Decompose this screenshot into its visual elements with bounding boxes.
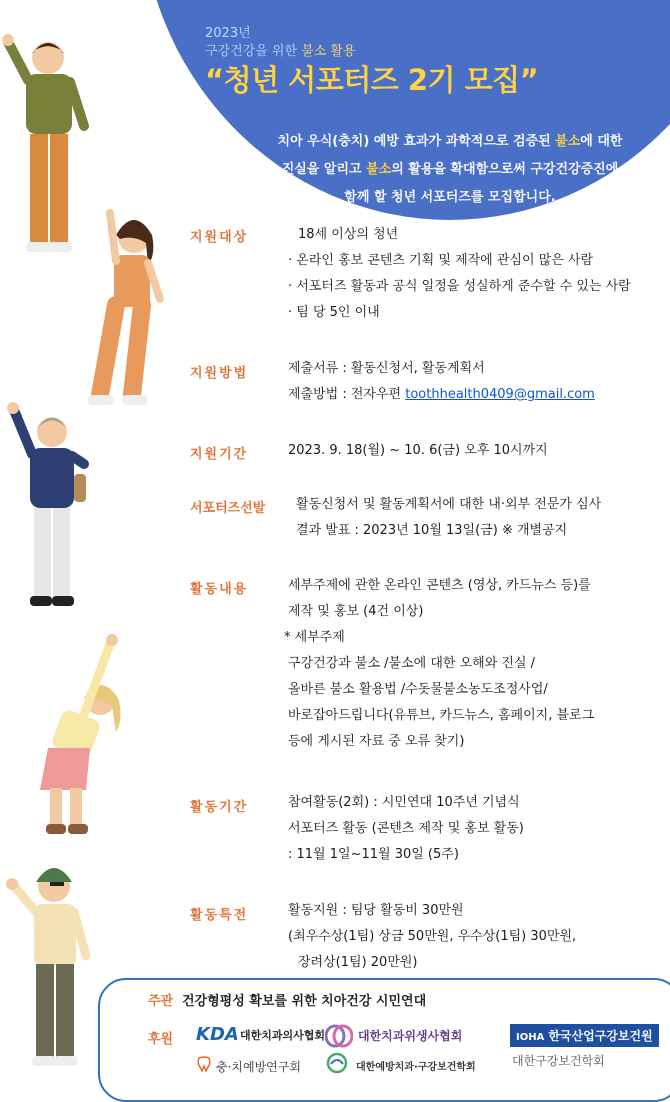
method-content bbox=[288, 356, 595, 408]
activity-line-3: * 세부주제 bbox=[284, 630, 345, 645]
intro-line-1a: 치아 우식(충치) 예방 효과가 과학적으로 검증된 bbox=[277, 134, 556, 149]
tooth-icon bbox=[196, 1056, 212, 1072]
benefits-line-1: 활동지원 : 팀당 활동비 30만원 bbox=[288, 903, 464, 918]
kdha-name: 대한치과위생사협회 bbox=[358, 1029, 463, 1043]
page-title: “청년 서포터즈 2기 모집” bbox=[205, 63, 539, 97]
kapdoh-name: 대한예방치과·구강보건학회 bbox=[356, 1062, 476, 1073]
activity-content bbox=[284, 573, 595, 755]
target-line-4: · 팀 당 5인 이내 bbox=[288, 305, 380, 320]
kapdoh-logo-icon bbox=[324, 1052, 350, 1074]
benefits-content bbox=[288, 898, 576, 976]
host-label: 주관 bbox=[148, 994, 174, 1009]
kdha-logo-icon bbox=[325, 1024, 353, 1048]
kda-name: 대한치과의사협회 bbox=[240, 1029, 326, 1042]
target-label: 지원대상 bbox=[190, 230, 249, 245]
intro-line-2 bbox=[240, 156, 660, 184]
intro-highlight-1: 불소 bbox=[555, 134, 581, 149]
selection-line-2: 결과 발표 : 2023년 10월 13일(금) ※ 개별공지 bbox=[296, 523, 568, 538]
method-submit bbox=[288, 382, 595, 408]
activity-line-5: 올바른 불소 활용법 /수돗물불소농도조정사업/ bbox=[288, 682, 548, 697]
host-organization: 건강형평성 확보를 위한 치아건강 시민연대 bbox=[182, 994, 427, 1009]
target-content bbox=[288, 222, 631, 326]
activity-line-7: 등에 게시된 자료 중 오류 찾기) bbox=[288, 734, 465, 749]
activity-label: 활동내용 bbox=[190, 582, 249, 597]
period-content: 2023. 9. 18(월) ~ 10. 6(금) 오후 10시까지 bbox=[288, 443, 548, 458]
activity-period-line-2: 서포터즈 활동 (콘텐츠 제작 및 홍보 활동) bbox=[288, 821, 524, 836]
header-subtitle-highlight: 불소 활용 bbox=[301, 44, 356, 59]
intro-highlight-2: 불소 bbox=[366, 162, 392, 177]
method-docs: 제출서류 : 활동신청서, 활동계획서 bbox=[288, 361, 485, 376]
activity-period-content bbox=[288, 790, 524, 868]
selection-line-1: 활동신청서 및 활동계획서에 대한 내·외부 전문가 심사 bbox=[296, 497, 602, 512]
kda-logo: KDA bbox=[196, 1024, 239, 1045]
target-line-2: · 온라인 홍보 콘텐츠 기획 및 제작에 관심이 많은 사람 bbox=[288, 253, 594, 268]
method-submit-prefix: 제출방법 : 전자우편 bbox=[288, 387, 406, 402]
khidi-name: 한국산업구강보건원 bbox=[548, 1029, 653, 1043]
target-line-1: 18세 이상의 청년 bbox=[298, 227, 399, 242]
header-year: 2023년 bbox=[205, 26, 251, 41]
grey-haired-man-illustration bbox=[0, 400, 100, 610]
activity-line-2: 제작 및 홍보 (4건 이상) bbox=[288, 604, 424, 619]
activity-period-line-3: : 11월 1일~11월 30일 (5주) bbox=[288, 847, 459, 862]
kaohh-name: 대한구강보건학회 bbox=[512, 1054, 605, 1068]
activity-line-4: 구강건강과 불소 /불소에 대한 오해와 진실 / bbox=[288, 656, 536, 671]
khidi-mark: IOHA bbox=[516, 1032, 545, 1043]
selection-label: 서포터즈선발 bbox=[190, 501, 266, 516]
woman-orange-overalls-illustration bbox=[72, 205, 172, 415]
intro-line-1b: 에 대한 bbox=[580, 134, 623, 149]
period-label: 지원기간 bbox=[190, 447, 249, 462]
selection-content bbox=[296, 492, 601, 544]
target-line-3: · 서포터즈 활동과 공식 일정을 성실하게 준수할 수 있는 사람 bbox=[288, 279, 631, 294]
caries-research-name: 충·치예방연구회 bbox=[216, 1060, 301, 1074]
khidi-logo bbox=[510, 1024, 659, 1047]
benefits-line-2: (최우수상(1팀) 상금 50만원, 우수상(1팀) 30만원, bbox=[288, 929, 577, 944]
intro-text bbox=[240, 128, 660, 212]
benefits-line-3: 장려상(1팀) 20만원) bbox=[298, 955, 418, 970]
woman-pink-skirt-illustration bbox=[30, 630, 140, 840]
intro-line-2b: 의 활용을 확대함으로써 구강건강증진에 bbox=[391, 162, 619, 177]
sponsor-label: 후원 bbox=[148, 1032, 174, 1047]
activity-line-6: 바로잡아드립니다(유튜브, 카드뉴스, 홈페이지, 블로그 bbox=[288, 708, 595, 723]
header-subtitle bbox=[205, 40, 356, 59]
header-subtitle-prefix: 구강건강을 위한 bbox=[205, 44, 298, 59]
intro-line-2a: 진실을 알리고 bbox=[281, 162, 367, 177]
email-link[interactable]: toothhealth0409@gmail.com bbox=[405, 387, 595, 402]
intro-line-3: 함께 할 청년 서포터즈를 모집합니다. bbox=[344, 190, 556, 205]
activity-line-1: 세부주제에 관한 온라인 콘텐츠 (영상, 카드뉴스 등)를 bbox=[288, 578, 591, 593]
activity-period-line-1: 참여활동(2회) : 시민연대 10주년 기념식 bbox=[288, 795, 520, 810]
activity-period-label: 활동기간 bbox=[190, 800, 249, 815]
intro-line-1 bbox=[240, 128, 660, 156]
benefits-label: 활동특전 bbox=[190, 908, 249, 923]
method-label: 지원방법 bbox=[190, 366, 249, 381]
man-green-hat-illustration bbox=[0, 860, 100, 1070]
